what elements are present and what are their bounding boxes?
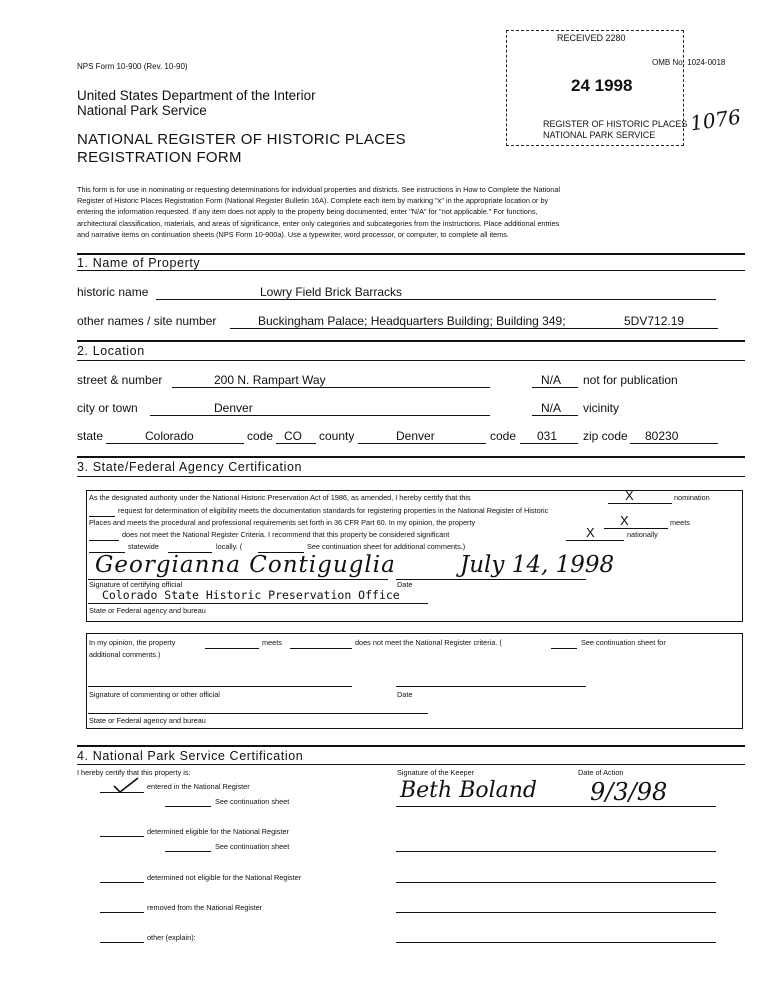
section-divider: [77, 456, 745, 458]
opinion-continuation-line: [551, 648, 577, 649]
signature2-label: Signature of commenting or other official: [89, 690, 220, 699]
state-label: state: [77, 429, 104, 443]
county-label: county: [319, 429, 355, 443]
vicinity-line: [532, 415, 578, 416]
meets-label: meets: [670, 518, 690, 527]
date-line: [396, 579, 586, 580]
section-divider: [77, 340, 745, 342]
vicinity-label: vicinity: [583, 401, 620, 415]
dept-line-1: United States Department of the Interior: [77, 88, 316, 103]
instruction-line: This form is for use in nominating or requesting determinations for individual properties and districts. See instructions in How to Complete the National: [77, 185, 561, 194]
opinion-not-meets-label: does not meet the National Register criteria. (: [355, 638, 502, 647]
historic-name-value[interactable]: Lowry Field Brick Barracks: [260, 285, 403, 299]
check-mark-icon[interactable]: [112, 776, 140, 794]
received-stamp: [506, 30, 688, 146]
state-line: [106, 443, 244, 444]
opinion-comments-label: additional comments.): [89, 650, 161, 659]
instructions: [77, 184, 560, 240]
form-id: NPS Form 10-900 (Rev. 10-90): [77, 62, 188, 71]
section-divider: [77, 360, 745, 361]
keeper-sig-line-4: [396, 912, 716, 913]
agency2-line: [88, 713, 428, 714]
section-2-heading: 2. Location: [77, 344, 145, 358]
city-value[interactable]: Denver: [214, 401, 253, 415]
entered-continuation-label: See continuation sheet: [215, 797, 290, 806]
street-label: street & number: [77, 373, 163, 387]
other-names-line: [230, 328, 718, 329]
opinion-label: In my opinion, the property: [89, 638, 176, 647]
opinion-not-meets-line: [290, 648, 352, 649]
nationally-line: [566, 540, 624, 541]
state-value[interactable]: Colorado: [145, 429, 194, 443]
zip-value[interactable]: 80230: [645, 429, 679, 443]
other-names-label: other names / site number: [77, 314, 217, 328]
opinion-meets-line: [205, 648, 259, 649]
code-label: code: [247, 429, 274, 443]
section-divider: [77, 270, 745, 271]
keeper-sig-line-2: [396, 851, 716, 852]
removed-label: removed from the National Register: [147, 903, 263, 912]
keeper-sig-line-1: [396, 806, 716, 807]
zip-label: zip code: [583, 429, 628, 443]
opinion-continuation-label: See continuation sheet for: [581, 638, 666, 647]
stamp-received: RECEIVED 2280: [557, 33, 626, 43]
instruction-line: Register of Historic Places Registration Form (National Register Bulletin 16A). Complete each item by marking "x" in the appropriate location or by: [77, 196, 549, 206]
section-divider: [77, 476, 745, 477]
instruction-line: entering the information requested. If any item does not apply to the property being documented, enter "N/A" for "not applicable." For functions,: [77, 207, 538, 217]
keeper-sig-line-3: [396, 882, 716, 883]
request-line: [89, 516, 115, 517]
section-divider: [77, 253, 745, 255]
not-eligible-line: [100, 882, 144, 883]
eligible-line: [100, 836, 144, 837]
code-line: [276, 443, 316, 444]
other-line: [100, 942, 144, 943]
opinion-meets-label: meets: [262, 638, 282, 647]
nfp-label: not for publication: [583, 373, 678, 387]
certifying-signature: Georgianna Contiguglia: [95, 552, 396, 578]
handwritten-number: 1076: [688, 104, 743, 136]
significant-mark[interactable]: X: [586, 525, 595, 540]
keeper-label: Signature of the Keeper: [397, 768, 475, 777]
nomination-mark[interactable]: X: [625, 488, 634, 503]
section-3-heading: 3. State/Federal Agency Certification: [77, 460, 303, 474]
agency-line: [88, 603, 428, 604]
action-date-label: Date of Action: [578, 768, 624, 777]
date-label: Date: [397, 580, 413, 589]
signature-label: Signature of certifying official: [89, 580, 183, 589]
stamp-line-2: NATIONAL PARK SERVICE: [543, 130, 656, 140]
section-1-heading: 1. Name of Property: [77, 256, 201, 270]
agency2-label: State or Federal agency and bureau: [89, 716, 206, 725]
dept-line-2: National Park Service: [77, 103, 207, 118]
page-subtitle: REGISTRATION FORM: [77, 149, 242, 166]
zip-line: [630, 443, 718, 444]
city-line: [150, 415, 490, 416]
page-title: NATIONAL REGISTER OF HISTORIC PLACES: [77, 131, 406, 148]
eligible-label: determined eligible for the National Register: [147, 827, 289, 836]
does-not-meet-line: [89, 540, 119, 541]
keeper-signature: Beth Boland: [400, 778, 538, 803]
section-4-heading: 4. National Park Service Certification: [77, 749, 304, 763]
not-eligible-label: determined not eligible for the National Register: [147, 873, 302, 882]
stamp-line-1: REGISTER OF HISTORIC PLACES: [543, 119, 688, 129]
county-code-line: [520, 443, 578, 444]
action-date-hand: 9/3/98: [590, 778, 668, 806]
nfp-value[interactable]: N/A: [541, 373, 562, 387]
city-label: city or town: [77, 401, 138, 415]
street-line: [172, 387, 490, 388]
date2-line: [396, 686, 586, 687]
instruction-line: and narrative items on continuation sheets (NPS Form 10-900a). Use a typewriter, word processor, or computer, to complete all items.: [77, 229, 509, 239]
cert-line-4: does not meet the National Register Criteria. I recommend that this property be considered significant: [122, 530, 450, 539]
county-code-value[interactable]: 031: [537, 429, 558, 443]
code-value[interactable]: CO: [284, 429, 302, 443]
keeper-sig-line-5: [396, 942, 716, 943]
signature2-line: [88, 686, 352, 687]
meets-line: [604, 528, 668, 529]
county-code-label: code: [490, 429, 517, 443]
historic-name-line: [156, 299, 716, 300]
eligible-continuation-line: [165, 851, 211, 852]
eligible-continuation-label: See continuation sheet: [215, 842, 290, 851]
site-number-value[interactable]: 5DV712.19: [624, 314, 685, 328]
office-value[interactable]: Colorado State Historic Preservation Office: [102, 588, 400, 602]
section-divider: [77, 745, 745, 747]
omb-number: OMB No. 1024-0018: [652, 58, 726, 67]
continuation-label: See continuation sheet for additional comments.): [307, 542, 466, 551]
certify-label: I hereby certify that this property is:: [77, 768, 191, 777]
stamp-date: 24 1998: [571, 76, 633, 95]
certifying-date-hand: July 14, 1998: [460, 552, 615, 578]
meets-mark[interactable]: X: [620, 513, 629, 528]
instruction-line: architectural classification, materials, and areas of significance, enter only categories and subcategories from the instructions. Place additional entries: [77, 218, 560, 228]
vicinity-value[interactable]: N/A: [541, 401, 562, 415]
entered-continuation-line: [165, 806, 211, 807]
agency-label: State or Federal agency and bureau: [89, 606, 206, 615]
removed-line: [100, 912, 144, 913]
cert-line-1: As the designated authority under the National Historic Preservation Act of 1986, as amended, I hereby certify that this: [89, 493, 471, 502]
entered-label: entered in the National Register: [147, 782, 250, 791]
section-divider: [77, 764, 745, 765]
comment-box: [86, 633, 743, 729]
nomination-line: [608, 503, 672, 504]
nfp-line: [532, 387, 578, 388]
date2-label: Date: [397, 690, 413, 699]
statewide-label: statewide: [128, 542, 159, 551]
nomination-label: nomination: [674, 493, 710, 502]
historic-name-label: historic name: [77, 285, 149, 299]
other-names-value[interactable]: Buckingham Palace; Headquarters Building; Building 349;: [258, 314, 566, 328]
county-line: [358, 443, 486, 444]
cert-line-2: request for determination of eligibility meets the documentation standards for registering properties in the National Register of Historic: [118, 506, 549, 515]
locally-label: locally. (: [216, 542, 243, 551]
street-value[interactable]: 200 N. Rampart Way: [214, 373, 326, 387]
cert-line-3: Places and meets the procedural and professional requirements set forth in 36 CFR Part 60. In my opinion, the property: [89, 518, 476, 527]
county-value[interactable]: Denver: [396, 429, 435, 443]
nationally-label: nationally: [627, 530, 658, 539]
other-label: other (explain):: [147, 933, 196, 942]
